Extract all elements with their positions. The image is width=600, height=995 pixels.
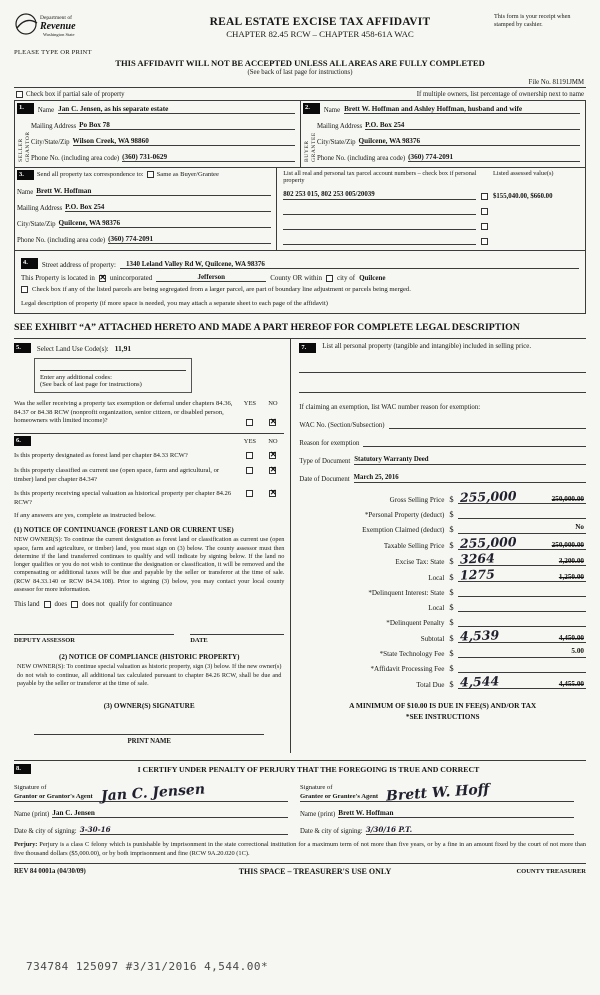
grantor-name-print-field[interactable]: Jan C. Jensen (52, 809, 288, 818)
tax-correspondence-block (15, 168, 277, 251)
notice-continuance-body: NEW OWNER(S): To continue the current designation as forest land or classification as current use (open space, farm and agriculture, or timber) land, you must sign on (3) below. The county assessor must then determine if the land transferred continues to qualify and will indicate by signing below. If the land no longer qualifies or you do not wish to continue the designation or classification, it will be removed and the compensating or additional taxes will be due and payable by the seller or transferor at the time of sale. (RCW 84.33.140 or RCW 84.34.108). Prior to signing (3) below, you may contact your local county assessor for more information. (14, 536, 285, 594)
type-of-document-label: Type of Document (299, 458, 351, 466)
additional-codes-note: (See back of last page for instructions) (40, 381, 142, 389)
current-use-yes-checkbox[interactable] (246, 467, 253, 474)
dollar-sign: $ (449, 633, 454, 644)
date-of-document-field[interactable]: March 25, 2016 (354, 474, 586, 483)
money-label: Subtotal (420, 635, 445, 644)
personal-property-label: List all personal property (tangible and intangible) included in selling price. (322, 342, 532, 350)
buyer-side-word-2: GRANTEE (310, 131, 317, 162)
land-use-label: Select Land Use Code(s): (36, 345, 109, 354)
buyer-fields-wrap (301, 114, 585, 167)
buyer-csz-field[interactable]: Quilcene, WA 98376 (359, 137, 580, 146)
current-use-no-checkbox[interactable] (269, 467, 276, 474)
money-label: Taxable Selling Price (383, 542, 445, 551)
money-label: Local (428, 604, 445, 613)
deputy-assessor-block (14, 626, 174, 644)
money-label: *State Technology Fee (379, 650, 445, 659)
excise-tax-local-row (299, 566, 586, 583)
receipt-note: This form is your receipt when stamped by cashier. (494, 13, 571, 29)
total-due-row (299, 673, 586, 690)
delinquent-interest-local-field[interactable] (458, 601, 586, 612)
logo-revenue-text: Revenue (40, 21, 76, 32)
additional-codes-box (34, 358, 192, 393)
logo-dept-text: Department of (40, 15, 72, 21)
state-technology-fee-row (299, 647, 586, 658)
land-use-code-value[interactable]: 11,91 (114, 344, 132, 354)
parcel-numbers-block (277, 168, 585, 251)
dollar-sign: $ (449, 648, 454, 659)
perjury-label: Perjury: (14, 841, 38, 849)
date-of-document-label: Date of Document (299, 476, 350, 484)
grantee-signature-label (300, 784, 378, 801)
money-label: *Delinquent Penalty (386, 619, 445, 628)
signatures-row (14, 778, 586, 835)
grantee-date-field[interactable]: 3/30/16 P.T. (366, 825, 574, 835)
continuance-qualify-row (14, 601, 284, 608)
corr-phone-field[interactable]: (360) 774-2091 (108, 235, 271, 244)
parcel-field-4[interactable] (283, 236, 476, 245)
struck-value: 250,000.00 (551, 495, 584, 504)
historic-answers (238, 490, 284, 497)
see-instructions-note: *SEE INSTRUCTIONS (405, 713, 480, 722)
excise-tax-local-field[interactable] (458, 566, 586, 583)
dollar-sign: $ (449, 572, 454, 583)
partial-sale-label: Check box if partial sale of property (26, 90, 125, 98)
struck-value: 250,000.00 (551, 541, 584, 550)
delinquent-penalty-row (299, 616, 586, 627)
grantor-name-print-label: Name (print) (14, 811, 50, 819)
buyer-csz-label: City/State/Zip (317, 138, 356, 146)
buyer-section (300, 101, 585, 167)
deputy-date-field[interactable] (190, 626, 284, 635)
header-left (14, 10, 146, 56)
city-name: Quilcene (359, 273, 386, 282)
parcel-field-2[interactable] (283, 206, 476, 215)
plain-value: No (575, 523, 584, 532)
struck-value: 4,450.00 (558, 634, 584, 643)
personal-property-deduct-field[interactable] (458, 508, 586, 519)
seller-phone-field[interactable]: (360) 731-0629 (122, 153, 295, 162)
section-3-badge: 3. (17, 170, 34, 181)
parties-row (14, 100, 586, 168)
certify-statement: I CERTIFY UNDER PENALTY OF PERJURY THAT THE FOREGOING IS TRUE AND CORRECT (137, 764, 480, 774)
gross-selling-price-row (299, 488, 586, 506)
delinquent-interest-state-row (299, 586, 586, 597)
grantee-signature-line (300, 778, 574, 805)
exemption-yes-no (238, 400, 284, 426)
seller-csz-label: City/State/Zip (31, 138, 70, 146)
personal-property-checkbox-2[interactable] (481, 208, 488, 215)
treasurer-space-label: THIS SPACE – TREASURER'S USE ONLY (238, 866, 392, 876)
left-column (14, 339, 291, 753)
buyer-mailing-field[interactable]: P.O. Box 254 (365, 121, 580, 130)
seller-section (15, 101, 300, 167)
dollar-sign: $ (449, 540, 454, 551)
grantor-signature-line (14, 778, 288, 805)
seller-name-field[interactable]: Jan C. Jensen, as his separate estate (58, 105, 295, 114)
no-header: NO (268, 400, 278, 408)
parcel-field-3[interactable] (283, 221, 476, 230)
grantor-signature-block (14, 778, 300, 835)
exemption-question-row (14, 400, 284, 426)
print-name-label: PRINT NAME (127, 737, 171, 745)
state-technology-fee-field[interactable] (458, 647, 586, 658)
grantee-agent-label: Grantee or Grantee's Agent (300, 792, 379, 800)
logo-state-text: Washington State (43, 32, 75, 37)
affidavit-processing-fee-row (299, 662, 586, 673)
partial-sale-checkbox[interactable] (16, 91, 23, 98)
struck-value: 4,455.00 (558, 680, 584, 689)
wac-number-label: WAC No. (Section/Subsection) (299, 422, 385, 430)
money-rows (299, 488, 586, 690)
print-name-block (34, 726, 264, 745)
personal-property-line-2[interactable] (299, 384, 586, 393)
money-label: *Affidavit Processing Fee (370, 665, 445, 674)
same-as-buyer-label: Same as Buyer/Grantee (156, 171, 219, 179)
section-1-badge: 1. (17, 103, 34, 114)
deputy-assessor-signature-field[interactable] (14, 626, 174, 635)
location-row (21, 273, 579, 282)
reason-exemption-field[interactable] (363, 438, 586, 447)
dollar-sign: $ (449, 556, 454, 567)
seller-fields-wrap (15, 114, 300, 167)
street-address-field[interactable]: 1340 Leland Valley Rd W, Quilcene, WA 98376 (120, 260, 579, 269)
correspondence-row (17, 170, 271, 181)
reason-exemption-label: Reason for exemption (299, 440, 360, 448)
personal-property-checkbox-3[interactable] (481, 223, 488, 230)
corr-csz-field[interactable]: Quilcene, WA 98376 (59, 219, 272, 228)
section-6-header (14, 436, 284, 447)
same-as-buyer-checkbox[interactable] (147, 171, 154, 178)
handwritten-value: 4,544 (460, 673, 500, 690)
does-label: does (54, 601, 67, 609)
corr-name-label: Name (17, 189, 34, 196)
exemption-yes-checkbox[interactable] (246, 419, 253, 426)
deputy-date-block (190, 626, 284, 644)
historic-no-checkbox[interactable] (269, 490, 276, 497)
forest-land-answers (238, 452, 284, 459)
historic-question (14, 490, 284, 507)
signature-of-label: Signature of (300, 784, 333, 792)
money-label: Excise Tax: State (395, 558, 445, 567)
buyer-grantee-side-label (303, 114, 317, 162)
historic-yes-checkbox[interactable] (246, 490, 253, 497)
exemption-claimed-row (299, 523, 586, 534)
seller-grantor-side-label (17, 114, 31, 162)
excise-tax-state-field[interactable] (458, 550, 586, 567)
forest-yes-checkbox[interactable] (246, 452, 253, 459)
grantee-signature-block (300, 778, 586, 835)
parcel-row-3 (283, 221, 579, 230)
total-due-field[interactable] (458, 673, 586, 690)
segregated-checkbox[interactable] (21, 286, 28, 293)
section-7-badge: 7. (299, 343, 316, 354)
handwritten-value: 3264 (460, 550, 496, 567)
seller-csz-field[interactable]: Wilson Creek, WA 98860 (73, 137, 295, 146)
plain-value: 5.00 (571, 647, 584, 656)
forest-land-question (14, 452, 284, 461)
no-header-6: NO (268, 437, 278, 445)
buyer-fields (317, 114, 580, 162)
corr-phone-label: Phone No. (including area code) (17, 237, 106, 244)
parcel-header-label: List all real and personal tax parcel account numbers – check box if personal property (283, 169, 477, 185)
print-name-field[interactable] (34, 726, 264, 735)
struck-value: 1,250.00 (558, 573, 584, 582)
county-field[interactable]: Jefferson (156, 273, 266, 282)
struck-value: 3,200.00 (558, 557, 584, 566)
legal-description-label: Legal description of property (if more space is needed, you may attach a separate sheet to each page of the affidavit) (21, 299, 328, 307)
section-2-badge: 2. (303, 103, 320, 114)
notice-continuance-title: (1) NOTICE OF CONTINUANCE (FOREST LAND OR CURRENT USE) (14, 527, 234, 535)
this-land-label: This land (14, 601, 40, 609)
buyer-name-field[interactable]: Brett W. Hoffman and Ashley Hoffman, husband and wife (344, 105, 580, 114)
section-4-badge: 4. (21, 258, 38, 269)
dollar-sign: $ (449, 663, 454, 674)
forest-no-checkbox[interactable] (269, 452, 276, 459)
buyer-phone-label: Phone No. (including area code) (317, 154, 406, 162)
money-label: Total Due (416, 681, 445, 690)
does-checkbox[interactable] (44, 601, 51, 608)
yes-header: YES (243, 400, 257, 408)
assessed-values: $155,040.00, $660.00 (493, 193, 553, 201)
taxable-selling-price-field[interactable] (458, 534, 586, 552)
dollar-sign: $ (449, 494, 454, 505)
notice-compliance-body: NEW OWNER(S): To continue special valuation as historic property, sign (3) below. If the new owner(s) do not wish to continue, all additional tax calculated pursuant to chapter 84.26 RCW, shall be due and payable by the seller or transferor at the time of sale. (17, 663, 282, 687)
grantee-signature[interactable]: Brett W. Hoff (385, 781, 490, 805)
grantee-name-print-label: Name (print) (300, 811, 336, 819)
grantee-name-print-field[interactable]: Brett W. Hoffman (338, 809, 574, 818)
city-checkbox[interactable] (326, 275, 333, 282)
handwritten-value: 1275 (460, 566, 496, 583)
parcel-row-4 (283, 236, 579, 245)
notice-compliance-title: (2) NOTICE OF COMPLIANCE (HISTORIC PROPERTY) (59, 653, 240, 662)
current-use-question-text: Is this property classified as current use (open space, farm and agricultural, or timber) land per chapter 84.34? (14, 466, 220, 483)
corr-name-field[interactable]: Brett W. Hoffman (36, 187, 271, 196)
parcel-numbers-field[interactable]: 802 253 015, 802 253 005/20039 (283, 191, 476, 200)
grantor-signature[interactable]: Jan C. Jensen (100, 781, 206, 805)
grantor-date-label: Date & city of signing: (14, 828, 77, 836)
street-address-label: Street address of property: (41, 260, 116, 269)
parcel-row-1 (283, 191, 579, 200)
if-yes-note: If any answers are yes, complete as instructed below. (14, 512, 156, 520)
handwritten-value: 255,000 (460, 534, 518, 552)
excise-tax-state-row (299, 550, 586, 567)
exemption-claimed-field[interactable] (458, 523, 586, 534)
deputy-date-label: DATE (190, 637, 208, 645)
exhibit-a-line: SEE EXHIBIT “A” ATTACHED HERETO AND MADE A PART HEREOF FOR COMPLETE LEGAL DESCRIPTION (14, 321, 520, 333)
seller-mailing-field[interactable]: Po Box 78 (79, 121, 295, 130)
see-back-note: (See back of last page for instructions) (247, 69, 353, 76)
seller-mailing-label: Mailing Address (31, 122, 77, 130)
dollar-sign: $ (449, 587, 454, 598)
lower-columns (14, 338, 586, 753)
seller-fields (31, 114, 295, 162)
does-not-checkbox[interactable] (71, 601, 78, 608)
wac-exemption-note: If claiming an exemption, list WAC number reason for exemption: (299, 404, 481, 412)
personal-property-deduct-row (299, 508, 586, 519)
dollar-sign: $ (449, 617, 454, 628)
handwritten-value: 255,000 (460, 488, 518, 506)
segregated-label: Check box if any of the listed parcels are being segregated from a larger parcel, are part of boundary line adjustment or parcels being merged. (32, 285, 411, 293)
county-or-within-label: County OR within (270, 273, 322, 282)
buyer-mailing-label: Mailing Address (317, 122, 363, 130)
signature-of-label: Signature of (14, 784, 47, 792)
section-8 (14, 760, 586, 836)
forest-land-question-text: Is this property designated as forest land per chapter 84.33 RCW? (14, 452, 188, 460)
dept-of-revenue-logo (14, 10, 114, 40)
section-7-header (299, 343, 586, 354)
top-row (14, 87, 586, 100)
section-5-badge: 5. (14, 343, 31, 354)
exemption-no-checkbox[interactable] (269, 419, 276, 426)
buyer-side-word-1: BUYER (303, 139, 310, 162)
personal-property-checkbox-4[interactable] (481, 238, 488, 245)
historic-question-text: Is this property receiving special valuation as historical property per chapter 84.26 RCW? (14, 490, 232, 506)
exemption-question-text: Was the seller receiving a property tax exemption or deferral under chapters 84.36, 84.37 or 84.38 RCW (nonprofit organization, senior citizen, or disabled person, homeowners with limited income)? (14, 400, 233, 425)
grantor-signature-label (14, 784, 93, 801)
header-title-block (146, 10, 494, 39)
personal-property-line-1[interactable] (299, 364, 586, 373)
seller-side-word-2: GRANTOR (24, 130, 31, 162)
please-type-label: PLEASE TYPE OR PRINT (14, 49, 92, 56)
section-6-yes-no-headers (238, 438, 284, 445)
footer-row (14, 863, 586, 876)
certify-row (14, 764, 586, 775)
yes-header-6: YES (243, 437, 257, 445)
money-label: *Personal Property (deduct) (364, 511, 445, 520)
affidavit-processing-fee-field[interactable] (458, 662, 586, 673)
rev-form-number: REV 84 0001a (04/30/09) (14, 867, 86, 875)
subtotal-field[interactable] (458, 627, 586, 644)
wac-number-field[interactable] (389, 420, 586, 429)
money-label: Exemption Claimed (deduct) (362, 526, 445, 535)
seller-name-label: Name (37, 106, 55, 114)
additional-codes-field[interactable] (40, 362, 186, 371)
form-subtitle: CHAPTER 82.45 RCW – CHAPTER 458-61A WAC (226, 29, 414, 39)
deputy-assessor-label: DEPUTY ASSESSOR (14, 637, 75, 645)
corr-mailing-field[interactable]: P.O. Box 254 (65, 203, 271, 212)
dollar-sign: $ (449, 509, 454, 520)
delinquent-interest-local-row (299, 601, 586, 612)
section-3 (14, 168, 586, 252)
multiple-owners-note: If multiple owners, list percentage of ownership next to name (416, 90, 584, 98)
corr-mailing-label: Mailing Address (17, 205, 63, 212)
section-5-header (14, 343, 284, 354)
delinquent-penalty-field[interactable] (458, 616, 586, 627)
dollar-sign: $ (449, 679, 454, 690)
deputy-assessor-row (14, 626, 284, 644)
personal-property-checkbox-1[interactable] (481, 193, 488, 200)
qualify-label: qualify for continuance (108, 601, 173, 609)
buyer-name-row (301, 101, 585, 114)
street-address-row (21, 258, 579, 269)
money-label: Gross Selling Price (389, 496, 445, 505)
segregated-row (21, 286, 579, 293)
current-use-question (14, 467, 284, 484)
section-4 (14, 251, 586, 314)
seller-name-row (15, 101, 300, 114)
current-use-answers (238, 467, 284, 474)
section-6-badge: 6. (14, 436, 31, 447)
does-not-label: does not (81, 601, 105, 609)
assessed-header-label: Listed assessed value(s) (493, 169, 554, 177)
dollar-sign: $ (449, 602, 454, 613)
type-of-document-field[interactable]: Statutory Warranty Deed (354, 456, 586, 465)
additional-codes-label: Enter any additional codes: (40, 374, 112, 382)
unincorporated-checkbox[interactable] (99, 275, 106, 282)
money-label: *Delinquent Interest: State (368, 589, 445, 598)
send-correspondence-label: Send all property tax correspondence to: (36, 171, 144, 179)
form-title: REAL ESTATE EXCISE TAX AFFIDAVIT (209, 16, 431, 28)
minimum-due-note: A MINIMUM OF $10.00 IS DUE IN FEE(S) AND/OR TAX (349, 701, 537, 711)
parcel-headers (283, 170, 579, 186)
handwritten-value: 4,539 (460, 627, 500, 644)
city-of-label: city of (337, 273, 356, 282)
section-7 (291, 339, 586, 753)
county-treasurer-label: COUNTY TREASURER (516, 867, 586, 875)
located-in-label: This Property is located in (21, 273, 95, 282)
gross-selling-price-field[interactable] (458, 488, 586, 506)
taxable-selling-price-row (299, 534, 586, 552)
partial-sale-group (16, 91, 125, 98)
owners-signature-title: (3) OWNER(S) SIGNATURE (103, 701, 195, 710)
perjury-paragraph (14, 841, 586, 858)
corr-csz-label: City/State/Zip (17, 221, 56, 228)
buyer-phone-field[interactable]: (360) 774-2091 (408, 153, 580, 162)
money-label: Local (428, 574, 445, 583)
section-6 (14, 433, 284, 745)
grantee-date-label: Date & city of signing: (300, 828, 363, 836)
subtotal-row (299, 627, 586, 644)
seller-side-word-1: SELLER (17, 137, 24, 162)
delinquent-interest-state-field[interactable] (458, 586, 586, 597)
cashier-stamp: 734784 125097 #3/31/2016 4,544.00* (26, 960, 269, 973)
grantor-agent-label: Grantor or Grantor's Agent (14, 792, 93, 800)
file-number: File No. 81191JMM (528, 79, 584, 86)
unincorporated-label: unincorporated (109, 273, 153, 282)
parcel-row-2 (283, 206, 579, 215)
dollar-sign: $ (449, 524, 454, 535)
buyer-name-label: Name (323, 106, 341, 114)
section-8-badge: 8. (14, 764, 31, 775)
header (14, 10, 586, 56)
seller-phone-label: Phone No. (including area code) (31, 154, 120, 162)
perjury-text: Perjury is a class C felony which is punishable by imprisonment in the state correctional institution for a maximum term of not more than five years, or by a fine in an amount fixed by the court of not more than five thousand dollars ($5,000.00), or by both imprisonment and fine (RCW 9A.20.020 (1C). (14, 841, 586, 857)
warning-line: THIS AFFIDAVIT WILL NOT BE ACCEPTED UNLESS ALL AREAS ARE FULLY COMPLETED (115, 58, 485, 68)
grantor-date-field[interactable]: 3-30-16 (80, 825, 288, 835)
